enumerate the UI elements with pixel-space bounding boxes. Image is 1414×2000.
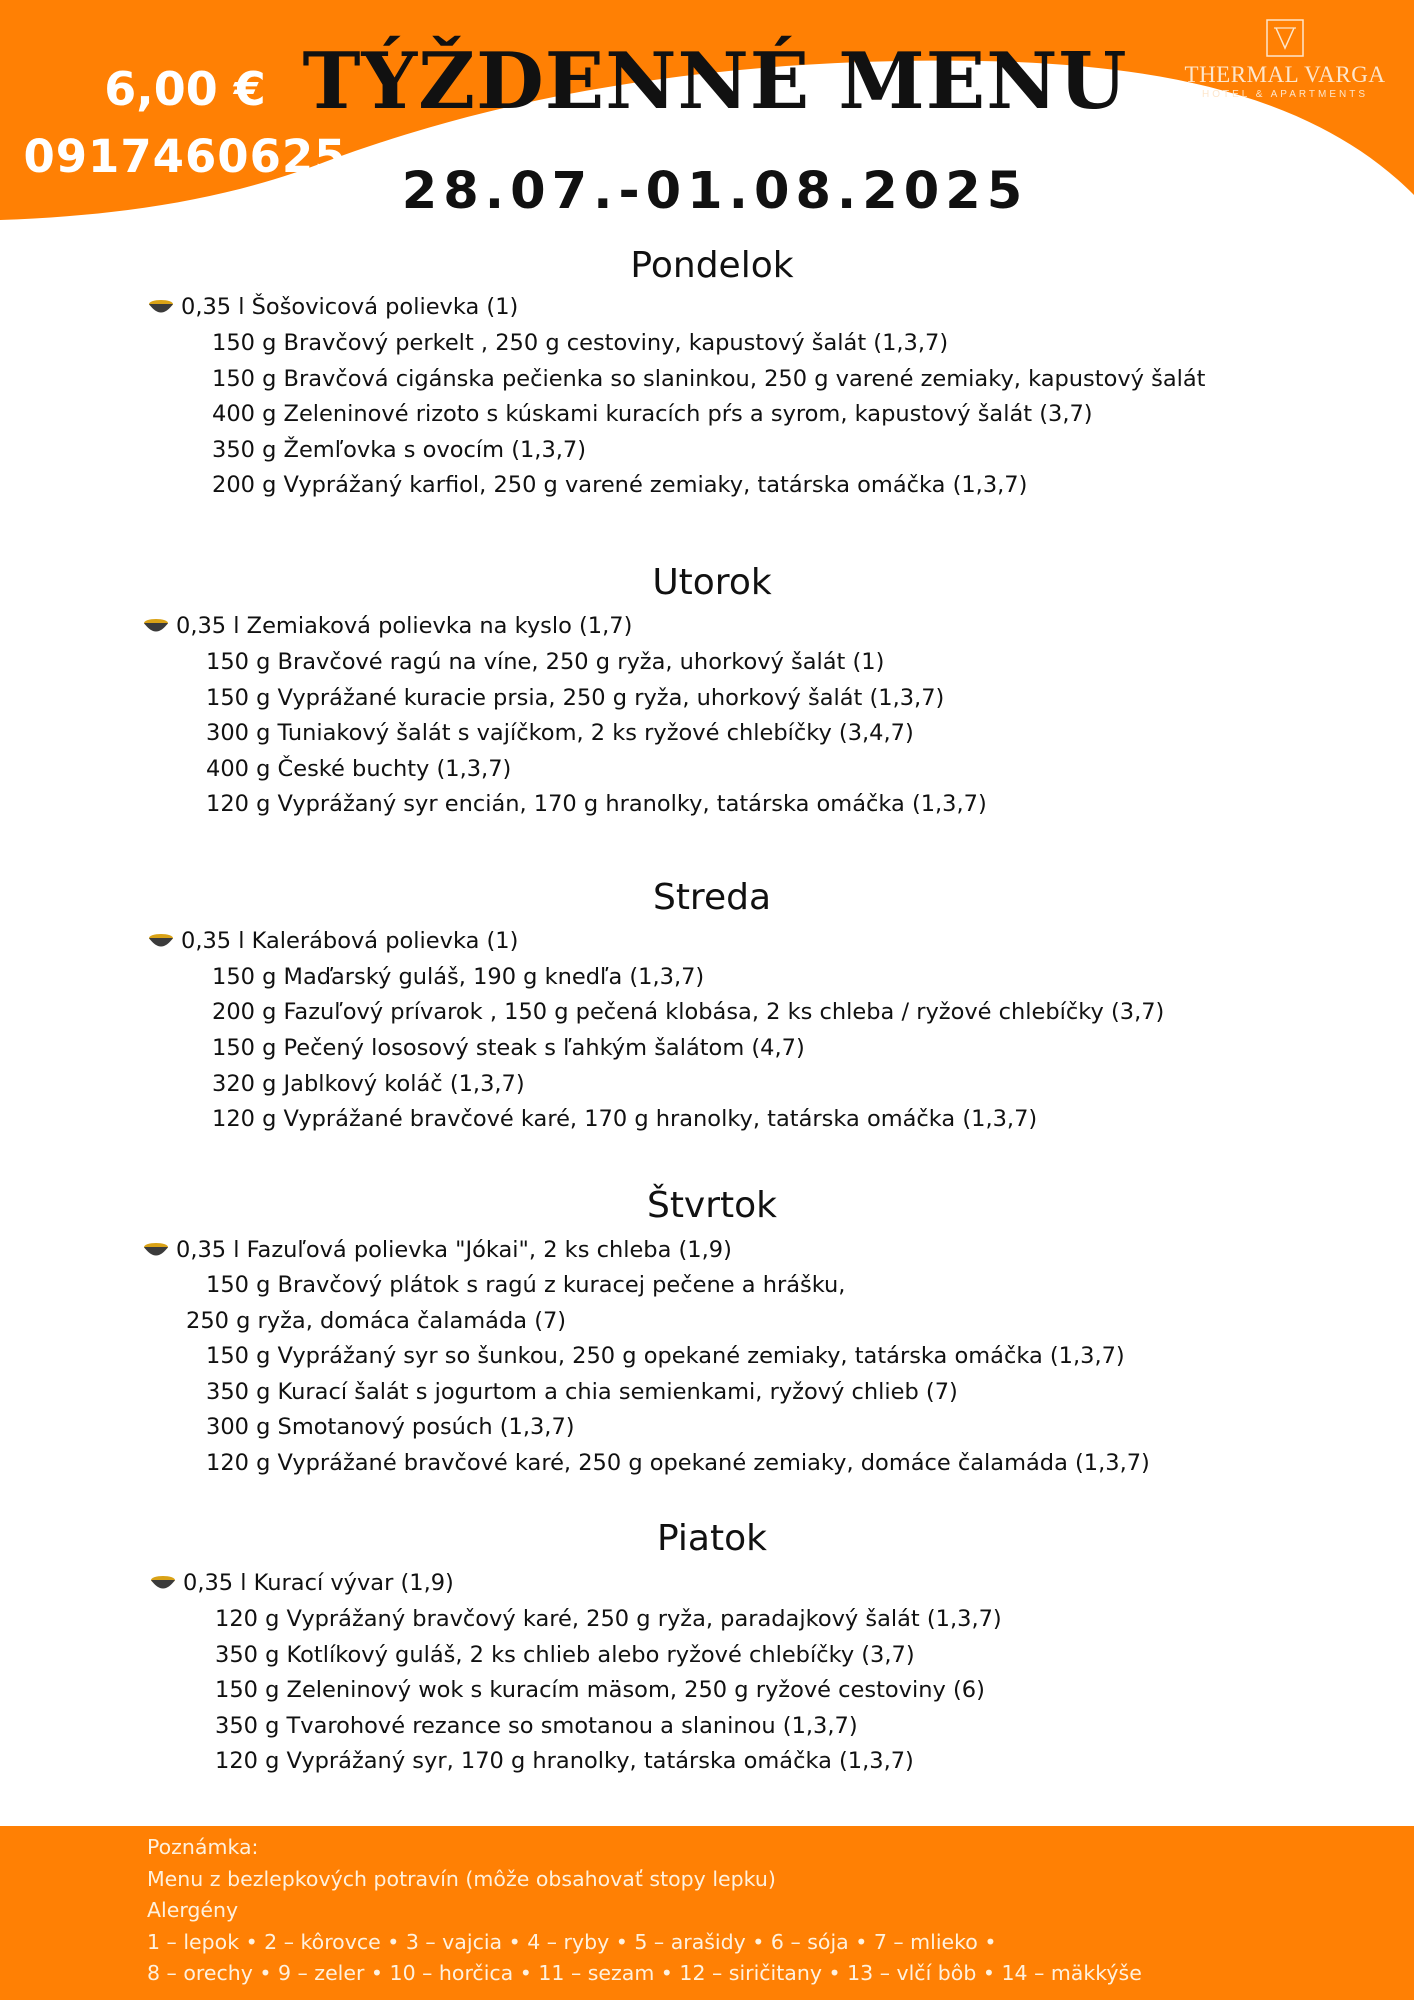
menu-item: 150 g Bravčový plátok s ragú z kuracej pečene a hrášku, bbox=[206, 1272, 846, 1298]
day-title-thursday: Štvrtok bbox=[646, 1185, 778, 1226]
price-label: 6,00 € bbox=[104, 62, 266, 116]
phone-number: 0917460625 bbox=[23, 130, 347, 183]
soup-line bbox=[149, 1569, 454, 1597]
day-title-monday: Pondelok bbox=[630, 245, 794, 286]
menu-item: 200 g Vyprážaný karfiol, 250 g varené zemiaky, tatárska omáčka (1,3,7) bbox=[212, 472, 1028, 498]
logo-v-mark-icon bbox=[1265, 18, 1305, 58]
menu-item: 150 g Bravčový perkelt , 250 g cestoviny, kapustový šalát (1,3,7) bbox=[212, 330, 949, 356]
footer-allergens-label: Alergény bbox=[147, 1898, 239, 1922]
day-title-friday: Piatok bbox=[657, 1518, 767, 1559]
menu-item: 350 g Kurací šalát s jogurtom a chia semienkami, ryžový chlieb (7) bbox=[206, 1379, 958, 1405]
day-title-tuesday: Utorok bbox=[652, 562, 772, 603]
menu-item: 320 g Jablkový koláč (1,3,7) bbox=[212, 1071, 525, 1097]
footer-note-label: Poznámka: bbox=[147, 1835, 259, 1859]
soup-text: 0,35 l Kurací vývar (1,9) bbox=[183, 1570, 454, 1596]
footer-band bbox=[0, 1826, 1414, 2000]
menu-item: 150 g Bravčové ragú na víne, 250 g ryža, uhorkový šalát (1) bbox=[206, 649, 885, 675]
date-range: 28.07.-01.08.2025 bbox=[401, 162, 1029, 221]
menu-item: 150 g Maďarský guláš, 190 g knedľa (1,3,7) bbox=[212, 964, 705, 990]
soup-bowl-icon bbox=[147, 297, 175, 317]
menu-item: 120 g Vyprážané bravčové karé, 170 g hranolky, tatárska omáčka (1,3,7) bbox=[212, 1106, 1038, 1132]
soup-line bbox=[147, 293, 518, 321]
menu-item: 120 g Vyprážaný syr, 170 g hranolky, tatárska omáčka (1,3,7) bbox=[215, 1748, 914, 1774]
footer-allergens-line: 1 – lepok • 2 – kôrovce • 3 – vajcia • 4 – ryby • 5 – arašidy • 6 – sója • 7 – mlieko • bbox=[147, 1930, 997, 1954]
page-title: TÝŽDENNÉ MENU bbox=[302, 36, 1128, 127]
soup-bowl-icon bbox=[149, 1573, 177, 1593]
footer-note-text: Menu z bezlepkových potravín (môže obsahovať stopy lepku) bbox=[147, 1867, 776, 1891]
menu-item: 400 g Zeleninové rizoto s kúskami kuracích pŕs a syrom, kapustový šalát (3,7) bbox=[212, 401, 1093, 427]
soup-bowl-icon bbox=[142, 616, 170, 636]
menu-item: 350 g Žemľovka s ovocím (1,3,7) bbox=[212, 437, 587, 463]
menu-item: 120 g Vyprážané bravčové karé, 250 g opekané zemiaky, domáce čalamáda (1,3,7) bbox=[206, 1450, 1150, 1476]
logo-subtitle: HOTEL & APARTMENTS bbox=[1201, 89, 1369, 100]
menu-item: 350 g Tvarohové rezance so smotanou a slaninou (1,3,7) bbox=[215, 1713, 858, 1739]
day-title-wednesday: Streda bbox=[652, 877, 772, 918]
menu-item: 300 g Smotanový posúch (1,3,7) bbox=[206, 1414, 575, 1440]
soup-bowl-icon bbox=[142, 1240, 170, 1260]
menu-item: 200 g Fazuľový prívarok , 150 g pečená klobása, 2 ks chleba / ryžové chlebíčky (3,7) bbox=[212, 999, 1165, 1025]
soup-line bbox=[142, 1236, 732, 1264]
soup-text: 0,35 l Kalerábová polievka (1) bbox=[181, 928, 519, 954]
soup-bowl-icon bbox=[147, 931, 175, 951]
menu-item: 150 g Vyprážaný syr so šunkou, 250 g opekané zemiaky, tatárska omáčka (1,3,7) bbox=[206, 1343, 1125, 1369]
soup-line bbox=[142, 612, 632, 640]
menu-item: 300 g Tuniakový šalát s vajíčkom, 2 ks ryžové chlebíčky (3,4,7) bbox=[206, 720, 914, 746]
menu-item: 150 g Zeleninový wok s kuracím mäsom, 250 g ryžové cestoviny (6) bbox=[215, 1677, 985, 1703]
menu-item: 120 g Vyprážaný syr encián, 170 g hranolky, tatárska omáčka (1,3,7) bbox=[206, 791, 987, 817]
soup-text: 0,35 l Šošovicová polievka (1) bbox=[181, 294, 519, 320]
footer-allergens-line: 8 – orechy • 9 – zeler • 10 – horčica • 11 – sezam • 12 – siričitany • 13 – vlčí bôb • 14 – mäkkýše bbox=[147, 1961, 1142, 1985]
menu-item: 150 g Pečený lososový steak s ľahkým šalátom (4,7) bbox=[212, 1035, 805, 1061]
soup-text: 0,35 l Zemiaková polievka na kyslo (1,7) bbox=[176, 613, 633, 639]
logo-brand-text: THERMAL VARGA bbox=[1184, 62, 1386, 87]
menu-item: 400 g České buchty (1,3,7) bbox=[206, 756, 512, 782]
hotel-logo bbox=[1160, 18, 1410, 118]
menu-item: 120 g Vyprážaný bravčový karé, 250 g ryža, paradajkový šalát (1,3,7) bbox=[215, 1606, 1002, 1632]
menu-item: 250 g ryža, domáca čalamáda (7) bbox=[186, 1308, 567, 1334]
soup-text: 0,35 l Fazuľová polievka "Jókai", 2 ks chleba (1,9) bbox=[176, 1237, 732, 1263]
menu-item: 350 g Kotlíkový guláš, 2 ks chlieb alebo ryžové chlebíčky (3,7) bbox=[215, 1642, 915, 1668]
menu-item: 150 g Vyprážané kuracie prsia, 250 g ryža, uhorkový šalát (1,3,7) bbox=[206, 685, 945, 711]
soup-line bbox=[147, 927, 518, 955]
menu-item: 150 g Bravčová cigánska pečienka so slaninkou, 250 g varené zemiaky, kapustový šalát bbox=[212, 366, 1206, 392]
